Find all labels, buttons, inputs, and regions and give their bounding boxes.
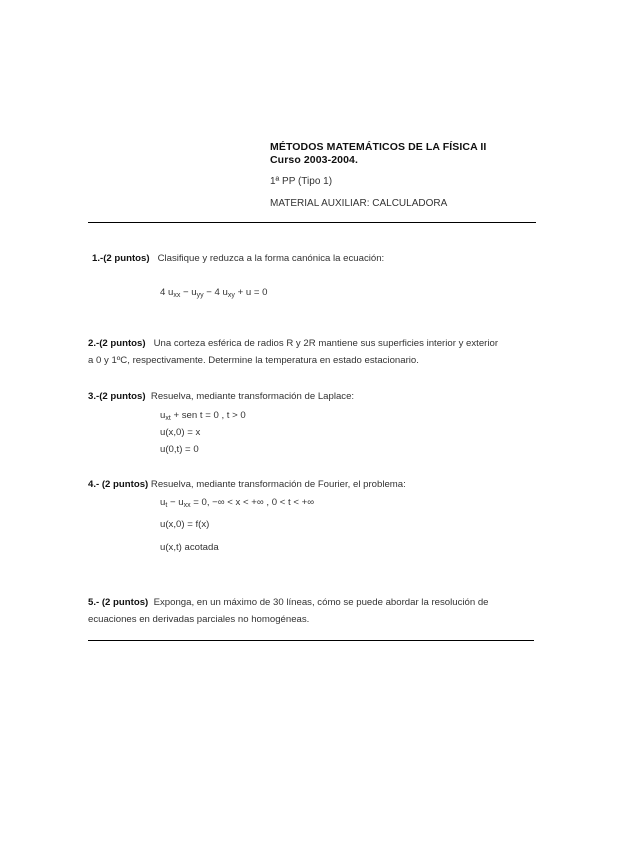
eq-term: 4 u	[160, 287, 174, 298]
exam-type: 1ª PP (Tipo 1)	[270, 176, 333, 187]
question-2	[88, 335, 498, 352]
question-1-label: 1.-(2 puntos)	[92, 253, 150, 264]
eq-sub: t	[165, 502, 168, 509]
eq-term: + u = 0	[234, 287, 268, 298]
question-4-label: 4.- (2 puntos)	[88, 479, 149, 490]
eq-term: − u	[167, 497, 184, 508]
exam-title: MÉTODOS MATEMÁTICOS DE LA FÍSICA II	[270, 141, 487, 153]
course-year: Curso 2003-2004.	[270, 154, 358, 166]
question-4-equation-1	[160, 497, 314, 509]
question-5-label: 5.- (2 puntos)	[88, 597, 149, 608]
question-2-label: 2.-(2 puntos)	[88, 338, 146, 349]
eq-term: + sen t = 0 , t > 0	[170, 410, 246, 421]
eq-sub: xx	[173, 292, 181, 299]
question-2-line-2: a 0 y 1ºC, respectivamente. Determine la temperatura en estado estacionario.	[88, 355, 419, 366]
question-4-equation-3: u(x,t) acotada	[160, 542, 219, 553]
question-4	[88, 476, 406, 493]
eq-sub: xt	[165, 415, 171, 422]
eq-term: u	[160, 497, 166, 508]
bottom-divider	[88, 640, 534, 641]
question-5	[88, 594, 489, 611]
eq-term: u	[160, 410, 166, 421]
top-divider	[88, 222, 536, 223]
eq-sub: yy	[196, 292, 204, 299]
question-3-equation-3: u(0,t) = 0	[160, 444, 199, 455]
eq-term: − u	[180, 287, 197, 298]
question-3-equation-2: u(x,0) = x	[160, 427, 201, 438]
eq-sub: xx	[183, 502, 191, 509]
question-1	[92, 250, 384, 267]
question-4-equation-2: u(x,0) = f(x)	[160, 519, 210, 530]
eq-sub: xy	[227, 292, 235, 299]
eq-term: = 0, −∞ < x < +∞ , 0 < t < +∞	[190, 497, 315, 508]
eq-term: − 4 u	[203, 287, 228, 298]
question-3-label: 3.-(2 puntos)	[88, 391, 146, 402]
question-1-text: Clasifique y reduzca a la forma canónica la ecuación:	[157, 253, 385, 264]
question-3-text: Resuelva, mediante transformación de Laplace:	[150, 391, 355, 402]
allowed-material: MATERIAL AUXILIAR: CALCULADORA	[270, 198, 448, 209]
question-3-equation-1	[160, 410, 246, 422]
question-3	[88, 388, 354, 405]
question-4-text: Resuelva, mediante transformación de Fourier, el problema:	[150, 479, 406, 490]
question-5-line-1: Exponga, en un máximo de 30 líneas, cómo se puede abordar la resolución de	[153, 597, 489, 608]
question-1-equation	[160, 287, 267, 299]
question-5-line-2: ecuaciones en derivadas parciales no homogéneas.	[88, 614, 310, 625]
question-2-line-1: Una corteza esférica de radios R y 2R mantiene sus superficies interior y exterior	[153, 338, 499, 349]
